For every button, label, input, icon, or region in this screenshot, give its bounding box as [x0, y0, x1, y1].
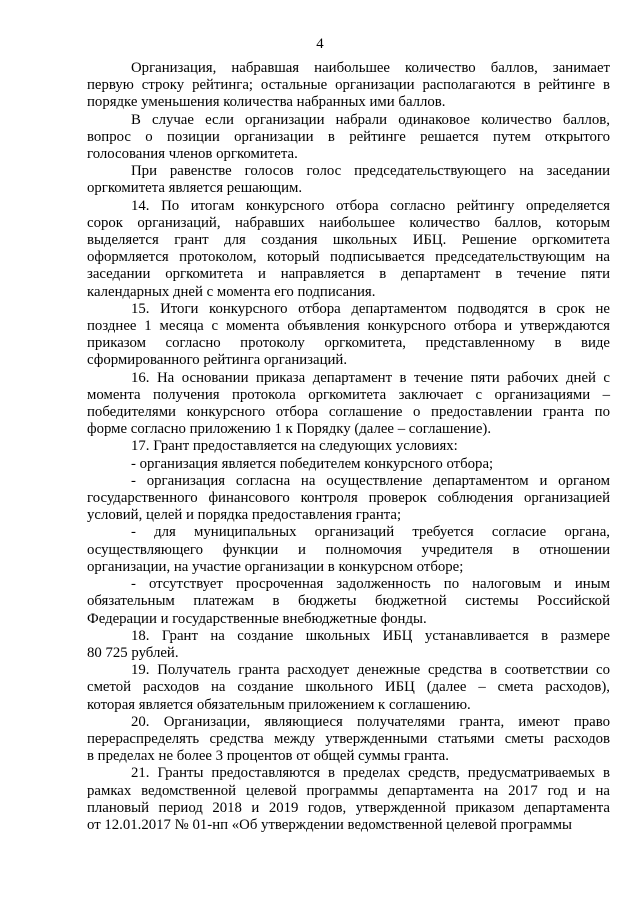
paragraph	[87, 714, 610, 766]
text-line: - организация согласна на осуществление департаментом и органом	[131, 472, 610, 489]
text-line: рамках ведомственной целевой программы департамента на 2017 год и на	[87, 782, 610, 799]
text-line: оформляется протоколом, который подписывается председательствующим на	[87, 249, 610, 266]
text-line: 18. Грант на создание школьных ИБЦ устанавливается в размере	[131, 627, 610, 644]
text-line: При равенстве голосов голос председательствующего на заседании	[131, 163, 610, 180]
text-line: в пределах не более 3 процентов от общей суммы гранта.	[87, 748, 449, 765]
text-line: государственного финансового контроля проверок соблюдения организацией	[87, 490, 610, 507]
text-line: В случае если организации набрали одинаковое количество баллов,	[131, 111, 610, 128]
text-line: осуществляющего функции и полномочия учредителя в отношении	[87, 541, 610, 558]
text-line: сформированного рейтинга организаций.	[87, 352, 348, 369]
paragraph	[87, 198, 610, 301]
text-line: условий, целей и порядка предоставления гранта;	[87, 507, 402, 524]
text-line: момента получения протокола оргкомитета заключает с организациями –	[87, 386, 610, 403]
text-line: выделяется грант для создания школьных ИБЦ. Решение оргкомитета	[87, 232, 610, 249]
text-line: Федерации и государственные внебюджетные фонды.	[87, 610, 427, 627]
text-line: 16. На основании приказа департамент в течение пяти рабочих дней с	[131, 369, 610, 386]
paragraph	[87, 301, 610, 370]
text-line: форме согласно приложению 1 к Порядку (далее – соглашение).	[87, 421, 492, 438]
text-line: 19. Получатель гранта расходует денежные средства в соответствии со	[131, 662, 610, 679]
paragraph	[87, 370, 610, 439]
document-body	[87, 60, 610, 834]
text-line: Организация, набравшая наибольшее количество баллов, занимает	[131, 60, 610, 76]
text-line: которая является обязательным приложением к соглашению.	[87, 696, 471, 713]
text-line: 21. Гранты предоставляются в пределах средств, предусматриваемых в	[131, 765, 610, 782]
text-line: сметой расходов на создание школьного ИБЦ (далее – смета расходов),	[87, 679, 610, 696]
paragraph	[87, 438, 610, 455]
text-line: оргкомитета является решающим.	[87, 180, 303, 197]
text-line: 15. Итоги конкурсного отбора департаментом подводятся в срок не	[131, 300, 610, 317]
text-line: календарных дней с момента его подписания.	[87, 283, 376, 300]
paragraph	[87, 524, 610, 576]
paragraph	[87, 112, 610, 164]
text-line: 20. Организации, являющиеся получателями гранта, имеют право	[131, 713, 610, 730]
paragraph	[87, 628, 610, 662]
text-line: организации, на участие организации в конкурсном отборе;	[87, 558, 464, 575]
text-line: перераспределять средства между утвержденными статьями сметы расходов	[87, 730, 610, 747]
text-line: порядке уменьшения количества набранных ими баллов.	[87, 94, 446, 111]
paragraph	[87, 60, 610, 112]
text-line: 80 725 рублей.	[87, 644, 179, 661]
paragraph	[87, 163, 610, 197]
page-number: 4	[316, 36, 324, 52]
paragraph	[87, 576, 610, 628]
text-line: вопрос о позиции организации в рейтинге решается путем открытого	[87, 128, 610, 145]
text-line: приказом согласно протоколу оргкомитета, представленному в виде	[87, 335, 610, 352]
text-line: заседании оргкомитета и направляется в департамент в течение пяти	[87, 266, 610, 283]
text-line: - организация является победителем конкурсного отбора;	[131, 455, 494, 472]
text-line: - отсутствует просроченная задолженность по налоговым и иным	[131, 576, 610, 593]
text-line: сорок организаций, набравших наибольшее количество баллов, которым	[87, 214, 610, 231]
text-line: плановый период 2018 и 2019 годов, утвержденной приказом департамента	[87, 799, 610, 816]
paragraph	[87, 765, 610, 834]
paragraph	[87, 456, 610, 473]
text-line: обязательным платежам в бюджеты бюджетной системы Российской	[87, 593, 610, 610]
text-line: победителями конкурсного отбора соглашение о предоставлении гранта по	[87, 404, 610, 421]
paragraph	[87, 662, 610, 714]
text-line: 17. Грант предоставляется на следующих условиях:	[131, 438, 458, 455]
text-line: голосования членов оргкомитета.	[87, 146, 298, 163]
text-line: от 12.01.2017 № 01-нп «Об утверждении ведомственной целевой программы	[87, 816, 572, 833]
text-line: первую строку рейтинга; остальные организации располагаются в рейтинге в	[87, 77, 610, 94]
text-line: позднее 1 месяца с момента объявления конкурсного отбора и утверждаются	[87, 318, 610, 335]
text-line: 14. По итогам конкурсного отбора согласно рейтингу определяется	[131, 197, 610, 214]
paragraph	[87, 473, 610, 525]
text-line: - для муниципальных организаций требуется согласие органа,	[131, 524, 610, 541]
